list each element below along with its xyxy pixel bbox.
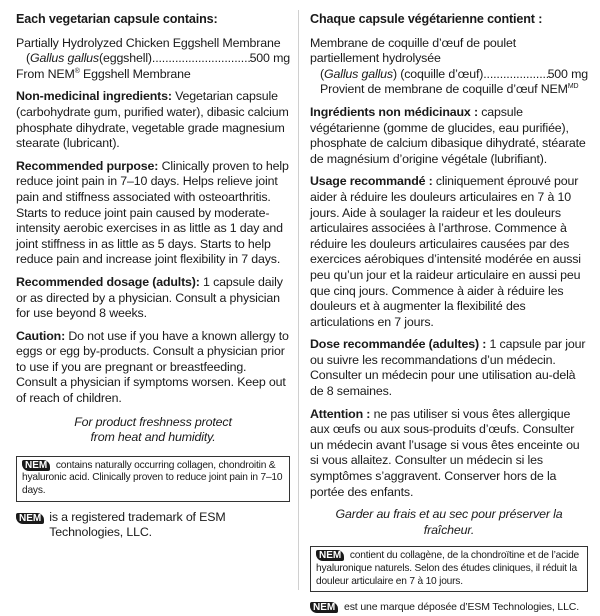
french-nem-info-box: NEM contient du collagène, de la chondroïtine et de l’acide hyaluronique naturels. Selon des études cliniques, il réduit la douleur articulaire en 7 à 10 jours.	[310, 546, 588, 592]
dot-leader	[152, 51, 250, 67]
english-ingredient-source: From NEM® Eggshell Membrane	[16, 66, 191, 81]
french-header: Chaque capsule végétarienne contient :	[310, 12, 543, 26]
nem-logo: NEM	[310, 602, 338, 613]
nem-logo: NEM	[316, 550, 344, 561]
french-ingredient-name: Membrane de coquille d’œuf de poulet partiellement hydrolysée	[310, 35, 517, 66]
english-ingredient-block	[16, 36, 290, 83]
english-ingredient-amount: 500 mg	[249, 51, 290, 66]
english-header: Each vegetarian capsule contains:	[16, 12, 218, 26]
french-ingredient-source: Provient de membrane de coquille d’œuf $NEM^{MD}$	[320, 82, 579, 97]
french-usage: Usage recommandé : cliniquement éprouvé pour aider à réduire les douleurs articulaires en 7 à 10 jours. Aide à soulager la raideur et les douleurs articulaires associées à l’arthrose. Commence à réduire les douleurs articulaires causées par des exercices aérobiques d’intensité modérée en aussi peu qu’un jour et la raideur articulaire en aussi peu que cinq jours. Commence à aider à réduire les douleurs et à augmenter la flexibilité des articulations en 7 jours.	[310, 174, 581, 329]
column-divider	[298, 10, 299, 590]
english-ingredient-latin: Gallus gallus	[29, 51, 99, 66]
english-caution: Caution: Do not use if you have a known allergy to eggs or egg by-products. Consult a physician prior to use if you are pregnant or breastfeeding. Consult a physician if symptoms worsen. Keep out of reach of children.	[16, 328, 289, 406]
english-nem-info-box: NEM contains naturally occurring collagen, chondroitin & hyaluronic acid. Clinically proven to reduce joint pain in 7–10 days.	[16, 456, 290, 502]
english-nonmedicinal: Non-medicinal ingredients: Vegetarian capsule (carbohydrate gum, purified water), dibasic calcium phosphate dihydrate, vegetable grade magnesium stearate (lubricant).	[16, 89, 289, 151]
english-ingredient-name: Partially Hydrolyzed Chicken Eggshell Membrane	[16, 35, 281, 50]
nem-logo: NEM	[16, 513, 44, 524]
french-trademark: NEM est une marque déposée d’ESM Technologies, LLC.	[310, 600, 588, 616]
english-purpose: Recommended purpose: Clinically proven to help reduce joint pain in 7–10 days. Helps relieve joint pain and stiffness associated with osteoarthritis. Starts to reduce joint pain caused by moderate-intensity aerobic exercises in as little as 1 day and joint stiffness in as little as 5 days. Starts to help reduce pain and increase joint flexibility in 7 days.	[16, 158, 289, 267]
english-ingredient-part: (eggshell)	[98, 51, 152, 66]
english-column	[16, 12, 290, 541]
french-ingredient-block	[310, 36, 588, 98]
french-attention: Attention : ne pas utiliser si vous êtes allergique aux œufs ou aux sous-produits d’œufs. Consulter un médecin avant l’usage si vous êtes enceinte ou si vous allaitez. Consulter un médecin si les symptômes s’aggravent. Conserver hors de la portée des enfants.	[310, 406, 580, 499]
english-dosage: Recommended dosage (adults): 1 capsule daily or as directed by a physician. Consult a physician for use beyond 8 weeks.	[16, 274, 283, 321]
french-freshness-note: Garder au frais et au sec pour préserver la fraîcheur.	[335, 507, 563, 537]
nem-logo: NEM	[22, 460, 50, 471]
english-freshness-note: For product freshness protect from heat and humidity.	[74, 414, 232, 445]
english-ingredient-row: ( Gallus gallus (eggshell) ..... 500 mg	[16, 51, 290, 67]
french-nonmedicinal: Ingrédients non médicinaux : capsule végétarienne (gomme de glucides, eau purifiée), phosphate de calcium dibasique dihydraté, stéarate de magnésium d’origine végétale (lubrifiant).	[310, 104, 586, 166]
french-dose: Dose recommandée (adultes) : 1 capsule par jour ou suivre les recommandations d’un médecin. Consulter un médecin pour une utilisation au-delà de 8 semaines.	[310, 337, 586, 399]
french-ingredient-row: ( Gallus gallus ) (coquille d’œuf) ..... 500 mg	[310, 67, 588, 83]
english-trademark: NEM is a registered trademark of ESM Technologies, LLC.	[16, 510, 290, 541]
french-column	[310, 12, 588, 616]
dot-leader	[483, 67, 547, 83]
